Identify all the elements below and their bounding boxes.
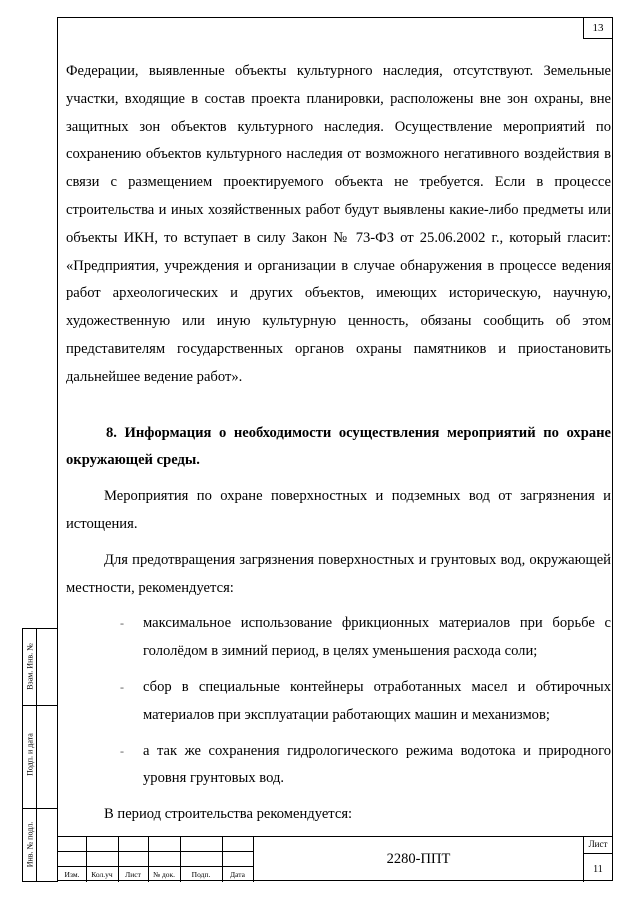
sheet-cell — [584, 837, 612, 882]
section-heading: 8. Информация о необходимости осуществления мероприятий по охране окружающей среды. — [66, 424, 611, 469]
sheet-number: 11 — [593, 864, 603, 875]
header-sheet: Лист — [125, 870, 141, 879]
document-code: 2280-ППТ — [386, 851, 451, 867]
recommendations-list — [66, 610, 611, 793]
paragraph-water-protection: Мероприятия по охране поверхностных и подземных вод от загрязнения и истощения. — [66, 488, 611, 532]
list-dash: - — [120, 616, 124, 631]
side-stamp — [22, 628, 58, 882]
list-dash: - — [120, 743, 124, 758]
side-value-column — [36, 628, 58, 882]
sheet-label: Лист — [588, 839, 608, 849]
sheet-divider — [584, 853, 612, 854]
side-divider — [22, 705, 58, 706]
side-label-sign-date: Подп. и дата — [25, 733, 35, 776]
revision-grid — [58, 837, 253, 882]
paragraph-construction: В период строительства рекомендуется: — [104, 806, 353, 823]
header-count: Кол.уч — [91, 870, 113, 879]
list-item-text: сбор в специальные контейнеры отработанных масел и обтирочных материалов при эксплуатации работающих машин и механизмов; — [143, 678, 611, 723]
list-item — [66, 738, 611, 794]
side-label-inv-original: Инв. № подл. — [25, 821, 35, 868]
header-signature: Подп. — [191, 870, 211, 879]
list-item-text: максимальное использование фрикционных материалов при борьбе с гололёдом в зимний период, в целях уменьшения расхода соли; — [143, 615, 611, 660]
grid-row-line — [58, 866, 253, 867]
paragraph-pollution-prevention: Для предотвращения загрязнения поверхностных и грунтовых вод, окружающей местности, рекомендуется: — [66, 551, 611, 596]
list-item — [66, 674, 611, 730]
paragraph-heritage: Федерации, выявленные объекты культурного наследия, отсутствуют. Земельные участки, входящие в состав проекта планировки, расположены вне зон охраны, вне защитных зон объектов культурного наследия. Осуществление мероприятий по сохранению объектов культурного наследия от возможного негативного воздействия в связи с размещением проектируемого объекта не требуется. Если в процессе строительства и иных хозяйственных работ будут выявлены какие-либо предметы или объекты ИКН, то вступает в силу Закон № 73-ФЗ от 25.06.2002 г., который гласит: «Предприятия, учреждения и организации в случае обнаружения в процессе ведения работ археологических и других объектов, имеющих историческую, научную, художественную или иную культурную ценность, обязаны сообщить об этом представителям государственных органов охраны памятников и приостановить дальнейшее ведение работ». — [66, 63, 611, 385]
list-item — [66, 610, 611, 666]
title-block — [58, 836, 612, 882]
header-doc-number: № док. — [152, 870, 176, 879]
document-code-cell — [253, 837, 584, 882]
side-label-inv-replace: Взам. Инв. № — [25, 643, 35, 690]
document-body — [66, 58, 611, 829]
header-change: Изм. — [64, 870, 80, 879]
header-date: Дата — [230, 870, 245, 879]
list-item-text: а так же сохранения гидрологического режима водотока и природного уровня грунтовых вод. — [143, 742, 611, 787]
grid-row-line — [58, 851, 253, 852]
page-number: 13 — [583, 18, 612, 39]
list-dash: - — [120, 679, 124, 694]
